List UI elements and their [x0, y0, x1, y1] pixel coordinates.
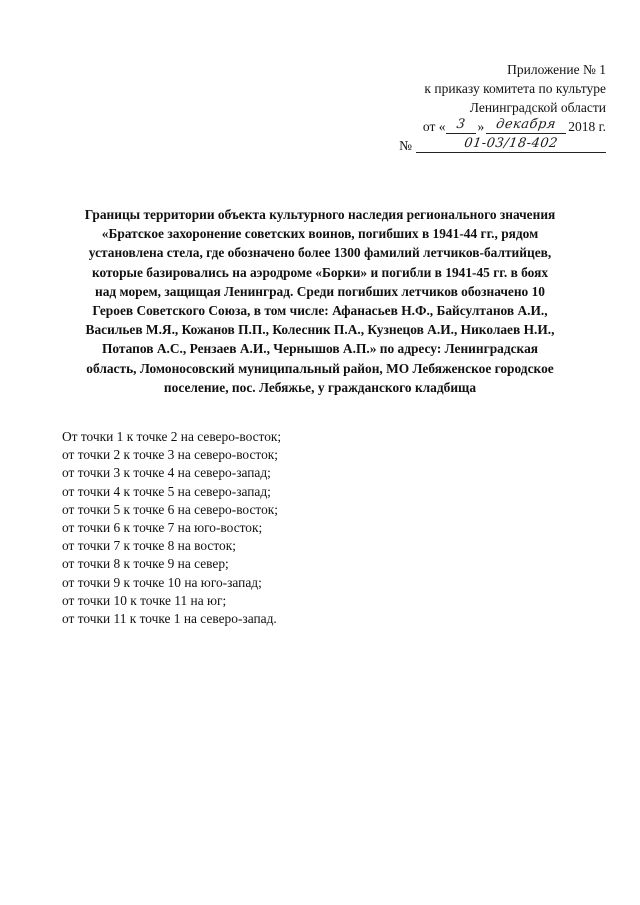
direction-item: от точки 3 к точке 4 на северо-запад; [62, 465, 271, 481]
title-line: Потапов А.С., Рензаев А.И., Чернышов А.П.» по адресу: Ленинградская [101, 341, 539, 357]
appendix-number-label: Приложение № 1 [507, 62, 606, 77]
appendix-header [306, 60, 606, 155]
title-line: Границы территории объекта культурного наследия регионального значения [84, 207, 556, 222]
date-day-handwritten: 3 [456, 117, 467, 132]
date-mid: » [477, 119, 485, 134]
direction-item: от точки 7 к точке 8 на восток; [62, 538, 236, 554]
direction-item: от точки 2 к точке 3 на северо-восток; [62, 447, 279, 463]
direction-item: от точки 8 к точке 9 на север; [62, 556, 229, 572]
number-prefix: № [399, 138, 412, 153]
order-number-line [306, 136, 606, 155]
title-line: которые базировались на аэродроме «Борки» и погибли в 1941-45 гг. в боях [91, 264, 549, 280]
direction-item: от точки 11 к точке 1 на северо-запад. [62, 611, 277, 627]
date-month-handwritten: декабря [495, 117, 558, 132]
order-number-handwritten: 01-03/18-402 [463, 136, 559, 151]
boundary-directions-list [62, 428, 562, 628]
direction-item: от точки 9 к точке 10 на юго-запад; [62, 574, 262, 590]
title-line: область, Ломоносовский муниципальный район, МО Лебяженское городское [86, 360, 554, 376]
order-reference: к приказу комитета по культуре [424, 81, 606, 96]
direction-item: от точки 5 к точке 6 на северо-восток; [62, 501, 279, 517]
title-line: над морем, защищая Ленинград. Среди погибших летчиков обозначено 10 [94, 283, 545, 299]
title-line: установлена стела, где обозначено более 1300 фамилий летчиков-балтийцев, [88, 245, 552, 261]
title-line: «Братское захоронение советских воинов, погибших в 1941-44 гг., рядом [101, 226, 539, 242]
direction-item: от точки 4 к точке 5 на северо-запад; [62, 483, 271, 499]
date-prefix: от « [422, 119, 446, 134]
title-line: поселение, пос. Лебяжье, у гражданского кладбища [163, 379, 477, 395]
document-title [60, 205, 580, 397]
direction-item: от точки 6 к точке 7 на юго-восток; [62, 520, 263, 536]
title-line: Васильев М.Я., Кожанов П.П., Колесник П.А., Кузнецов А.И., Николаев Н.И., [85, 322, 555, 338]
title-line: Героев Советского Союза, в том числе: Афанасьев Н.Ф., Байсултанов А.И., [92, 303, 548, 319]
direction-item: от точки 10 к точке 11 на юг; [62, 592, 227, 608]
committee-region: Ленинградской области [469, 100, 606, 115]
date-year: 2018 г. [568, 119, 606, 134]
order-number-field [416, 136, 606, 155]
direction-item: От точки 1 к точке 2 на северо-восток; [62, 429, 282, 444]
